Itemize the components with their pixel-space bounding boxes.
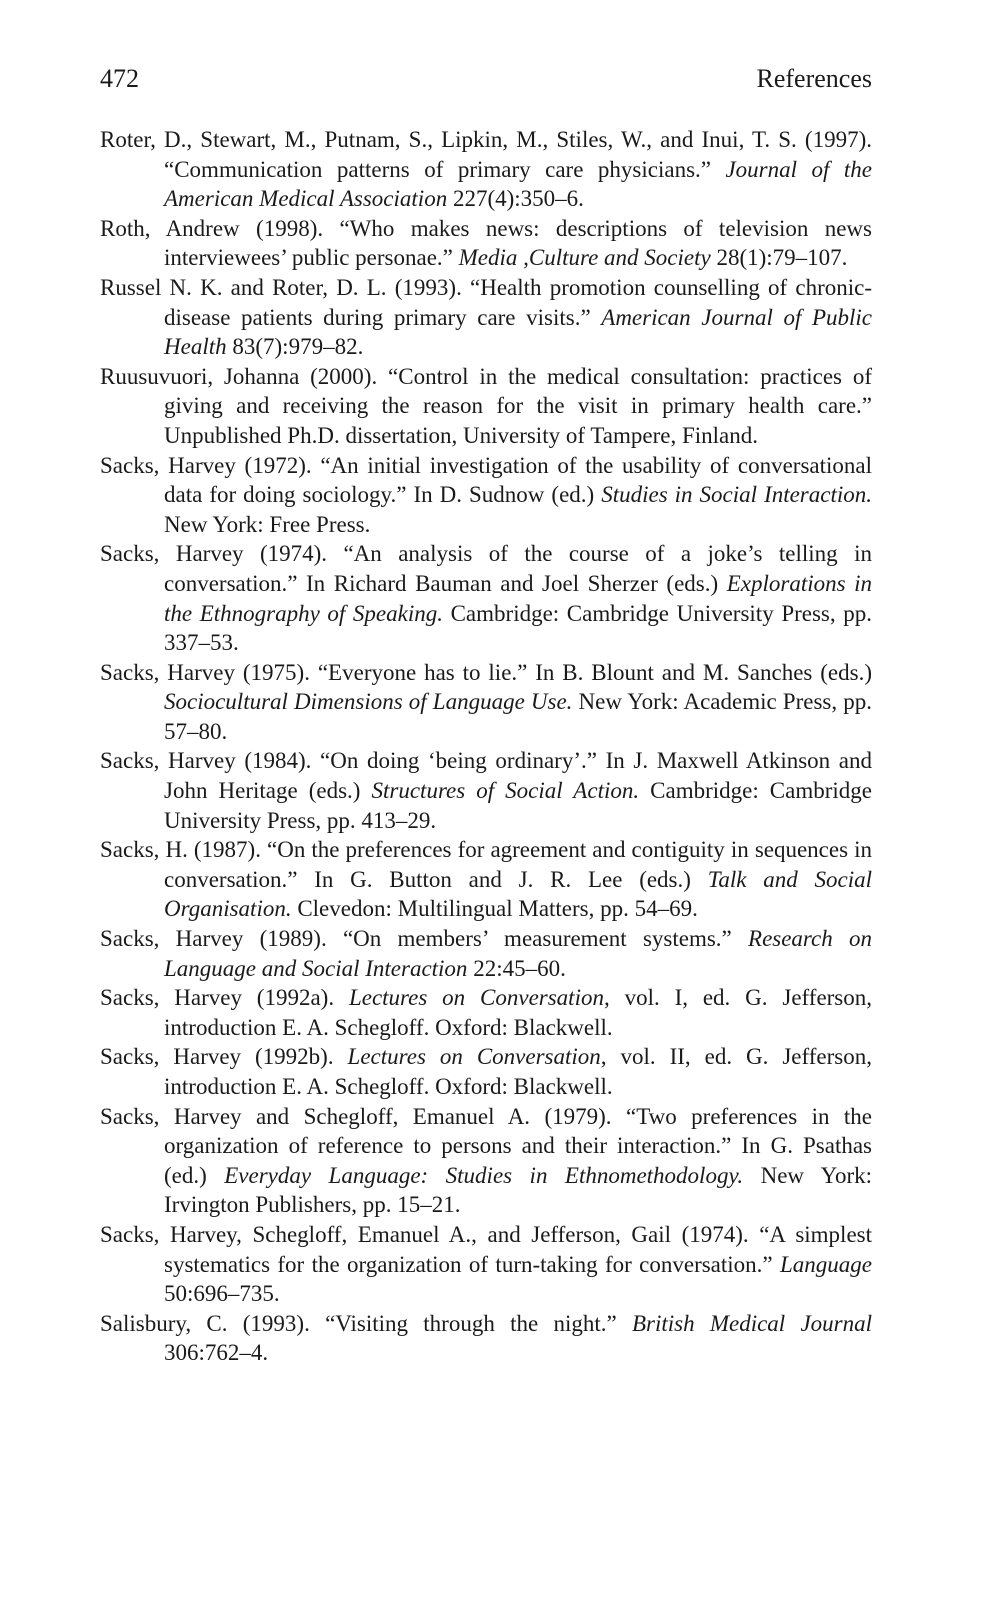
reference-text: Sacks, H. (1987). “On the preferences for agreement and contiguity in sequences in conversation.” In G. Button and J. R. Lee (eds.) xyxy=(100,837,872,892)
reference-title: Sociocultural Dimensions of Language Use. xyxy=(164,689,573,715)
reference-entry xyxy=(100,835,872,924)
reference-text: Ruusuvuori, Johanna (2000). “Control in the medical consultation: practices of giving and receiving the reason for the visit in primary health care.” Unpublished Ph.D. dissertation, University of Tampere, Finland. xyxy=(100,363,872,448)
reference-entry xyxy=(100,1220,872,1309)
reference-text: , vol. II, ed. G. Jefferson, introduction E. A. Schegloff. Oxford: Blackwell. xyxy=(164,1044,872,1099)
reference-entry xyxy=(100,1042,872,1101)
reference-text: Russel N. K. and Roter, D. L. (1993). “Health promotion counselling of chronic-disease patients during primary care visits.” xyxy=(100,274,872,330)
reference-list xyxy=(100,125,872,1368)
reference-text: Sacks, Harvey (1974). “An analysis of the course of a joke’s telling in conversation.” In Richard Bauman and Joel Sherzer (eds.) xyxy=(100,541,872,596)
reference-title: Explorations in the Ethnography of Speaking. xyxy=(164,570,872,626)
reference-text: Sacks, Harvey (1992b). xyxy=(100,1044,348,1070)
page-header xyxy=(100,64,872,100)
reference-title: Journal of the American Medical Association xyxy=(164,156,872,212)
reference-title: Everyday Language: Studies in Ethnomethodology. xyxy=(224,1162,744,1188)
reference-text: Sacks, Harvey (1972). “An initial investigation of the usability of conversational data for doing sociology.” In D. Sudnow (ed.) xyxy=(100,452,872,508)
reference-text: Sacks, Harvey (1992a). xyxy=(100,985,349,1011)
reference-text: Salisbury, C. (1993). “Visiting through the night.” xyxy=(100,1310,632,1336)
reference-entry xyxy=(100,1309,872,1368)
running-head: References xyxy=(756,64,872,93)
reference-title: Lectures on Conversation xyxy=(347,1044,601,1070)
page-number: 472 xyxy=(100,64,139,93)
reference-entry xyxy=(100,451,872,540)
reference-entry xyxy=(100,924,872,983)
reference-text: New York: Academic Press, pp. 57–80. xyxy=(164,689,872,744)
reference-entry xyxy=(100,125,872,214)
reference-text: Roter, D., Stewart, M., Putnam, S., Lipkin, M., Stiles, W., and Inui, T. S. (1997). “Communication patterns of primary care physicians.” xyxy=(100,127,872,182)
reference-entry xyxy=(100,273,872,362)
reference-entry xyxy=(100,539,872,657)
reference-entry xyxy=(100,214,872,273)
reference-text: 227(4):350–6. xyxy=(447,186,584,212)
reference-text: 50:696–735. xyxy=(164,1281,280,1307)
reference-text: , vol. I, ed. G. Jefferson, introduction E. A. Schegloff. Oxford: Blackwell. xyxy=(164,985,873,1040)
reference-entry xyxy=(100,658,872,747)
reference-text: Sacks, Harvey and Schegloff, Emanuel A. (1979). “Two preferences in the organization of reference to persons and their interaction.” In G. Psathas (ed.) xyxy=(100,1103,872,1188)
reference-title: Lectures on Conversation xyxy=(348,985,604,1011)
reference-text: 28(1):79–107. xyxy=(710,245,848,271)
reference-text: Roth, Andrew (1998). “Who makes news: descriptions of television news interviewees’ public personae.” xyxy=(100,215,872,271)
reference-text: New York: Irvington Publishers, pp. 15–21. xyxy=(164,1162,872,1218)
reference-text: 83(7):979–82. xyxy=(226,334,364,360)
reference-text: Cambridge: Cambridge University Press, pp. 413–29. xyxy=(164,778,872,833)
reference-title: American Journal of Public Health xyxy=(164,304,872,360)
reference-title: Talk and Social Organisation. xyxy=(164,866,872,922)
reference-text: Cambridge: Cambridge University Press, pp. 337–53. xyxy=(164,600,872,656)
reference-title: British Medical Journal xyxy=(631,1310,872,1336)
reference-title: Structures of Social Action. xyxy=(371,778,640,804)
reference-text: 306:762–4. xyxy=(164,1340,269,1366)
reference-title: Research on Language and Social Interaction xyxy=(164,926,873,981)
reference-text: 22:45–60. xyxy=(467,955,566,981)
reference-title: Language xyxy=(780,1251,872,1277)
reference-text: Sacks, Harvey (1975). “Everyone has to lie.” In B. Blount and M. Sanches (eds.) xyxy=(100,659,872,685)
reference-entry xyxy=(100,746,872,835)
reference-text: New York: Free Press. xyxy=(164,511,371,537)
reference-title: Media ,Culture and Society xyxy=(458,245,711,271)
reference-text: Clevedon: Multilingual Matters, pp. 54–69. xyxy=(291,896,698,922)
reference-entry xyxy=(100,362,872,451)
reference-text: Sacks, Harvey (1989). “On members’ measurement systems.” xyxy=(100,926,749,952)
reference-title: Studies in Social Interaction. xyxy=(601,482,872,508)
reference-text: Sacks, Harvey (1984). “On doing ‘being ordinary’.” In J. Maxwell Atkinson and John Heritage (eds.) xyxy=(100,748,872,804)
reference-entry xyxy=(100,1102,872,1220)
reference-text: Sacks, Harvey, Schegloff, Emanuel A., and Jefferson, Gail (1974). “A simplest systematics for the organization of turn-taking for conversation.” xyxy=(100,1221,872,1277)
reference-entry xyxy=(100,983,872,1042)
